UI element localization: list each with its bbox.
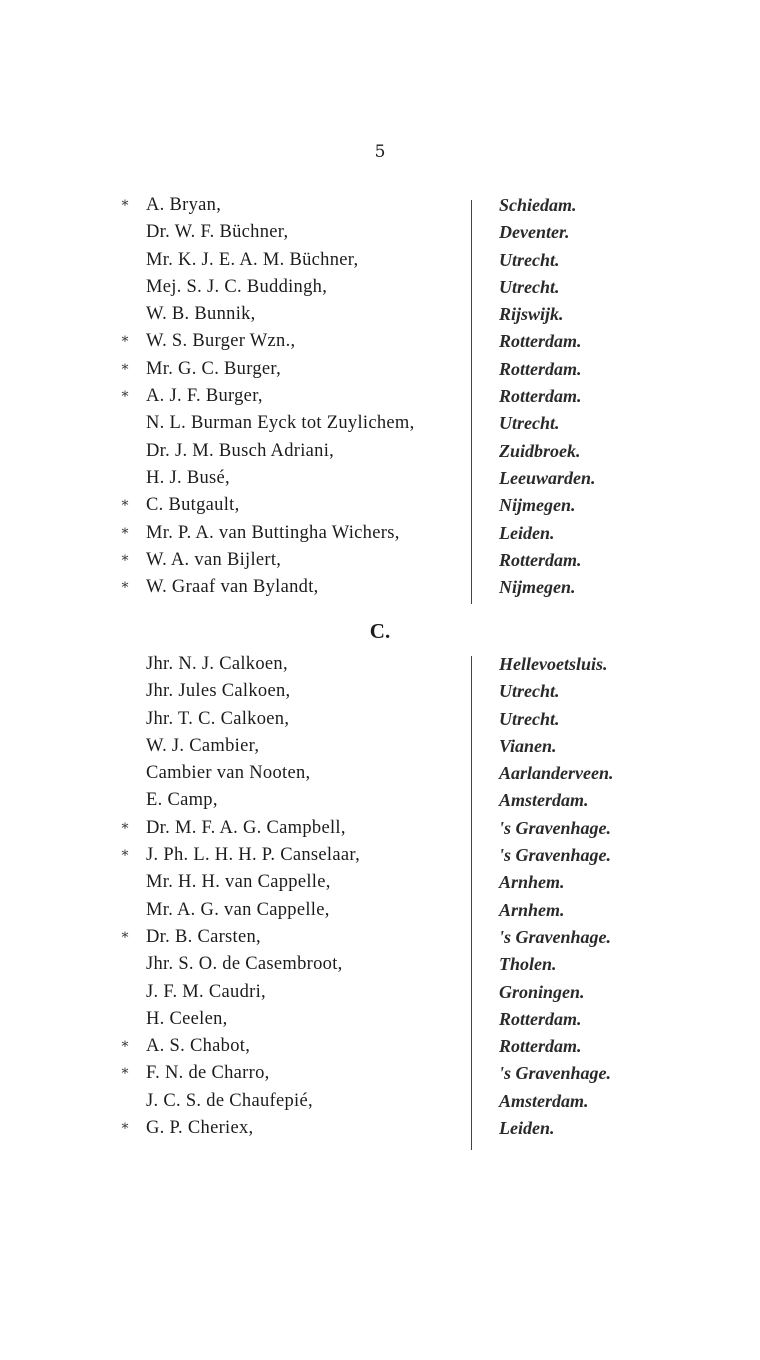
member-marker: * <box>121 498 129 515</box>
member-name: H. J. Busé, <box>146 467 230 488</box>
member-city: Utrecht. <box>499 249 560 270</box>
member-city: Rotterdam. <box>499 386 582 407</box>
member-city: Deventer. <box>499 222 570 243</box>
member-name: Dr. W. F. Büchner, <box>146 222 289 243</box>
member-row <box>0 845 760 872</box>
member-row <box>0 577 760 604</box>
member-marker: * <box>121 1039 129 1056</box>
member-row <box>0 359 760 386</box>
member-row <box>0 1009 760 1036</box>
member-marker: * <box>121 929 129 946</box>
member-city: Utrecht. <box>499 681 560 702</box>
member-city: Zuidbroek. <box>499 440 581 461</box>
member-marker: * <box>121 389 129 406</box>
page-number: 5 <box>374 142 386 162</box>
member-name: H. Ceelen, <box>146 1008 228 1029</box>
member-name: Cambier van Nooten, <box>146 763 311 784</box>
member-city: Rijswijk. <box>499 304 564 325</box>
member-name: Jhr. S. O. de Casembroot, <box>146 954 343 975</box>
member-row <box>0 900 760 927</box>
member-city: Arnhem. <box>499 872 565 893</box>
member-name: Dr. B. Carsten, <box>146 926 261 947</box>
member-list-b <box>0 195 760 604</box>
member-name: Mr. P. A. van Buttingha Wichers, <box>146 522 400 543</box>
member-city: Nijmegen. <box>499 495 576 516</box>
member-row <box>0 1063 760 1090</box>
member-row <box>0 386 760 413</box>
member-marker: * <box>121 1121 129 1138</box>
member-row <box>0 872 760 899</box>
member-city: Arnhem. <box>499 899 565 920</box>
member-city: Rotterdam. <box>499 549 582 570</box>
member-city: Utrecht. <box>499 413 560 434</box>
member-city: Rotterdam. <box>499 1036 582 1057</box>
member-city: Tholen. <box>499 954 557 975</box>
member-row <box>0 222 760 249</box>
member-row <box>0 550 760 577</box>
member-name: Mr. K. J. E. A. M. Büchner, <box>146 249 359 270</box>
member-name: W. A. van Bijlert, <box>146 549 282 570</box>
member-row <box>0 413 760 440</box>
member-city: Leiden. <box>499 1118 555 1139</box>
member-city: Leiden. <box>499 522 555 543</box>
member-name: Jhr. Jules Calkoen, <box>146 681 291 702</box>
member-name: Mr. H. H. van Cappelle, <box>146 872 331 893</box>
member-name: J. C. S. de Chaufepié, <box>146 1090 313 1111</box>
member-row <box>0 790 760 817</box>
member-city: Nijmegen. <box>499 577 576 598</box>
member-city: Rotterdam. <box>499 331 582 352</box>
member-name: N. L. Burman Eyck tot Zuylichem, <box>146 413 415 434</box>
member-marker: * <box>121 848 129 865</box>
member-city: Utrecht. <box>499 276 560 297</box>
member-city: Leeuwarden. <box>499 467 596 488</box>
member-marker: * <box>121 820 129 837</box>
member-city: Rotterdam. <box>499 1008 582 1029</box>
member-row <box>0 736 760 763</box>
member-name: W. J. Cambier, <box>146 735 260 756</box>
member-name: G. P. Cheriex, <box>146 1118 254 1139</box>
member-name: A. Bryan, <box>146 195 222 215</box>
section-heading-c: C. <box>369 619 391 643</box>
member-row <box>0 818 760 845</box>
member-row <box>0 654 760 681</box>
member-row <box>0 1036 760 1063</box>
member-marker: * <box>121 1066 129 1083</box>
member-city: 's Gravenhage. <box>499 845 611 866</box>
member-marker: * <box>121 334 129 351</box>
member-city: 's Gravenhage. <box>499 1063 611 1084</box>
member-row <box>0 277 760 304</box>
member-city: Hellevoetsluis. <box>499 654 608 674</box>
member-name: J. Ph. L. H. H. P. Canselaar, <box>146 845 361 866</box>
member-name: F. N. de Charro, <box>146 1063 270 1084</box>
member-row <box>0 927 760 954</box>
member-city: Schiedam. <box>499 195 577 215</box>
member-city: 's Gravenhage. <box>499 817 611 838</box>
member-row <box>0 954 760 981</box>
member-name: W. B. Bunnik, <box>146 304 256 325</box>
member-name: A. J. F. Burger, <box>146 386 263 407</box>
member-name: Dr. M. F. A. G. Campbell, <box>146 817 346 838</box>
member-city: Groningen. <box>499 981 585 1002</box>
member-name: Jhr. N. J. Calkoen, <box>146 654 288 674</box>
member-name: Dr. J. M. Busch Adriani, <box>146 440 335 461</box>
member-marker: * <box>121 580 129 597</box>
member-city: Rotterdam. <box>499 358 582 379</box>
member-list-c <box>0 654 760 1145</box>
member-name: W. S. Burger Wzn., <box>146 331 296 352</box>
member-name: A. S. Chabot, <box>146 1036 251 1057</box>
member-city: 's Gravenhage. <box>499 926 611 947</box>
member-row <box>0 523 760 550</box>
member-city: Aarlanderveen. <box>499 763 614 784</box>
member-name: J. F. M. Caudri, <box>146 981 266 1002</box>
member-city: Amsterdam. <box>499 1090 589 1111</box>
member-marker: * <box>121 361 129 378</box>
member-name: Jhr. T. C. Calkoen, <box>146 708 290 729</box>
member-row <box>0 1091 760 1118</box>
member-row <box>0 982 760 1009</box>
member-city: Vianen. <box>499 735 557 756</box>
member-name: Mej. S. J. C. Buddingh, <box>146 276 328 297</box>
member-city: Amsterdam. <box>499 790 589 811</box>
member-row <box>0 468 760 495</box>
member-row <box>0 331 760 358</box>
member-name: Mr. G. C. Burger, <box>146 358 282 379</box>
member-name: W. Graaf van Bylandt, <box>146 577 319 598</box>
member-city: Utrecht. <box>499 708 560 729</box>
member-name: Mr. A. G. van Cappelle, <box>146 899 330 920</box>
member-name: E. Camp, <box>146 790 218 811</box>
member-row <box>0 304 760 331</box>
member-row <box>0 763 760 790</box>
member-row <box>0 441 760 468</box>
member-marker: * <box>121 525 129 542</box>
member-name: C. Butgault, <box>146 495 240 516</box>
member-row <box>0 1118 760 1145</box>
member-marker: * <box>121 198 129 214</box>
member-row <box>0 195 760 222</box>
member-row <box>0 709 760 736</box>
member-row <box>0 681 760 708</box>
member-row <box>0 250 760 277</box>
member-row <box>0 495 760 522</box>
member-marker: * <box>121 552 129 569</box>
